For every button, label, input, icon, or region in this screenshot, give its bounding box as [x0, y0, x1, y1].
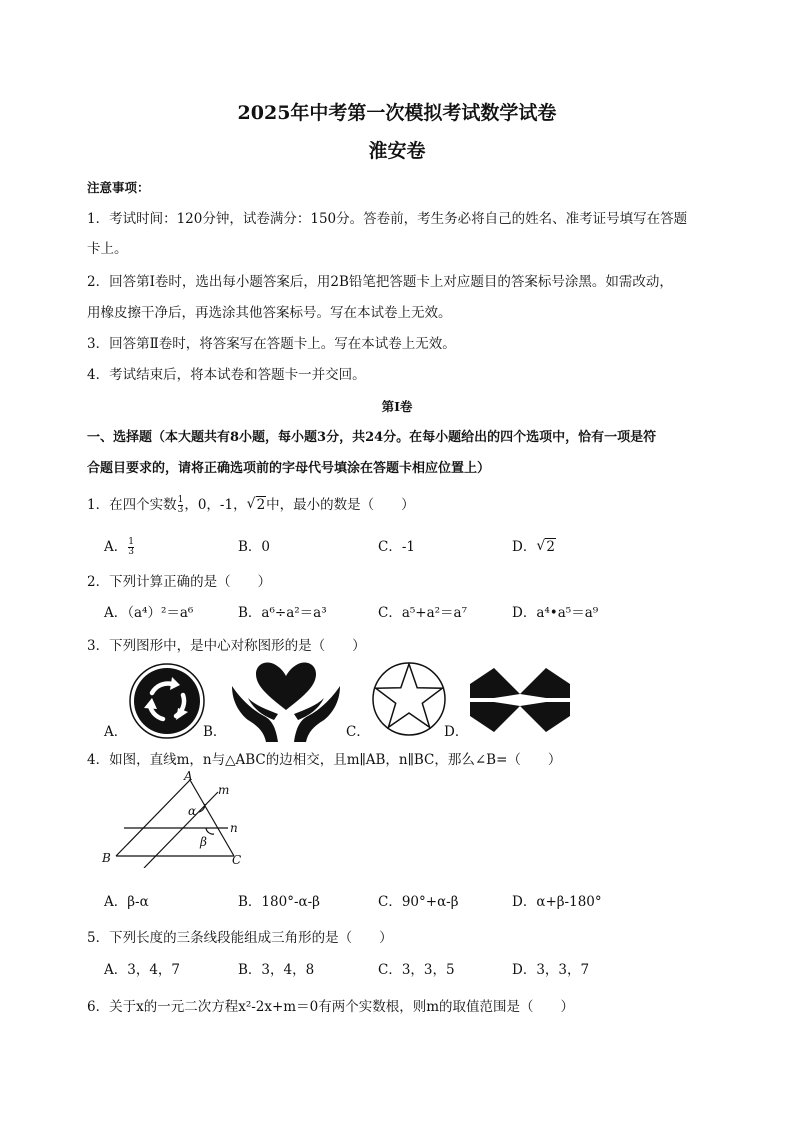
q2-option-c: C．a⁵+a²＝a⁷ [378, 605, 468, 621]
recycle-circle-icon [128, 662, 206, 740]
fig-label-a: A [184, 770, 193, 783]
section-title: 第Ⅰ卷 [381, 399, 413, 414]
q5-option-c: C．3，3，5 [378, 962, 455, 978]
q5-option-d: D．3，3，7 [512, 962, 590, 978]
q5-option-b: B．3，4，8 [238, 962, 315, 978]
question-6-stem: 6．关于x的一元二次方程x²-2x+m＝0有两个实数根，则m的取值范围是（ ） [87, 999, 574, 1015]
triangle-abc-figure [98, 770, 268, 868]
part1-instructions-line1: 一、选择题（本大题共有8小题，每小题3分，共24分。在每小题给出的四个选项中，恰有一项是符 [87, 430, 657, 445]
q4-option-a: A．β-α [104, 894, 149, 910]
star-in-circle-icon [370, 660, 448, 738]
notice-item-2-cont: 用橡皮擦干净后，再选涂其他答案标号。写在本试卷上无效。 [87, 305, 452, 321]
page-title: 2025年中考第一次模拟考试数学试卷 [237, 102, 557, 124]
notice-heading: 注意事项： [87, 180, 150, 195]
fig-label-c: C [232, 853, 242, 867]
q4-option-c: C．90°+α-β [378, 894, 459, 910]
q1-option-c: C．-1 [378, 539, 415, 555]
fig-label-b: B [102, 851, 111, 865]
fig-label-alpha: α [188, 804, 197, 818]
question-4-stem: 4．如图，直线m，n与△ABC的边相交，且m∥AB，n∥BC，那么∠B=（ ） [87, 752, 562, 768]
fig-label-n: n [230, 821, 238, 835]
q5-option-a: A．3，4，7 [104, 962, 181, 978]
notice-item-4: 4．考试结束后，将本试卷和答题卡一并交回。 [87, 367, 366, 383]
q1-option-a: A． $\frac{1}{3}$ [104, 537, 134, 557]
question-5-stem: 5．下列长度的三条线段能组成三角形的是（ ） [87, 930, 393, 946]
page-subtitle: 淮安卷 [368, 140, 426, 162]
q2-option-d: D．a⁴•a⁵＝a⁹ [512, 605, 599, 621]
notice-item-1: 1．考试时间：120分钟，试卷满分：150分。答卷前，考生务必将自己的姓名、准考证号填写在答题 [87, 211, 688, 227]
q2-option-b: B．a⁶÷a²＝a³ [238, 605, 327, 621]
q3-option-a-label: A． [104, 724, 128, 740]
q4-option-b: B．180°-α-β [238, 894, 320, 910]
q1-option-d: D．√ 2 [512, 535, 556, 555]
notice-item-2: 2．回答第Ⅰ卷时，选出每小题答案后，用2B铅笔把答题卡上对应题目的答案标号涂黑。如需改动， [87, 274, 673, 290]
fig-label-beta: β [200, 835, 207, 849]
notice-item-1-cont: 卡上。 [87, 241, 128, 257]
q3-option-d-label: D． [444, 724, 469, 740]
q4-option-d: D．α+β-180° [512, 894, 602, 910]
q2-option-a: A．（a⁴）²＝a⁶ [104, 605, 194, 621]
question-2-stem: 2．下列计算正确的是（ ） [87, 574, 272, 590]
fraction-one-third: $\frac{1}{3}$ [177, 495, 184, 515]
part1-instructions-line2: 合题目要求的，请将正确选项前的字母代号填涂在答题卡相应位置上） [87, 461, 491, 476]
q3-option-b-label: B． [203, 724, 227, 740]
question-1-stem: 1．在四个实数 $\frac{1}{3}$ ，0，-1，√ 2中，最小的数是（ ） [87, 493, 415, 515]
heart-hands-icon [228, 658, 344, 742]
fig-label-m: m [218, 783, 230, 797]
sqrt-two: √ 2 [247, 497, 267, 513]
question-3-stem: 3．下列图形中，是中心对称图形的是（ ） [87, 638, 366, 654]
bowtie-icon [468, 664, 572, 736]
notice-item-3: 3．回答第Ⅱ卷时，将答案写在答题卡上。写在本试卷上无效。 [87, 336, 456, 352]
q3-option-c-label: C． [346, 724, 370, 740]
q1-option-b: B．0 [238, 539, 271, 555]
